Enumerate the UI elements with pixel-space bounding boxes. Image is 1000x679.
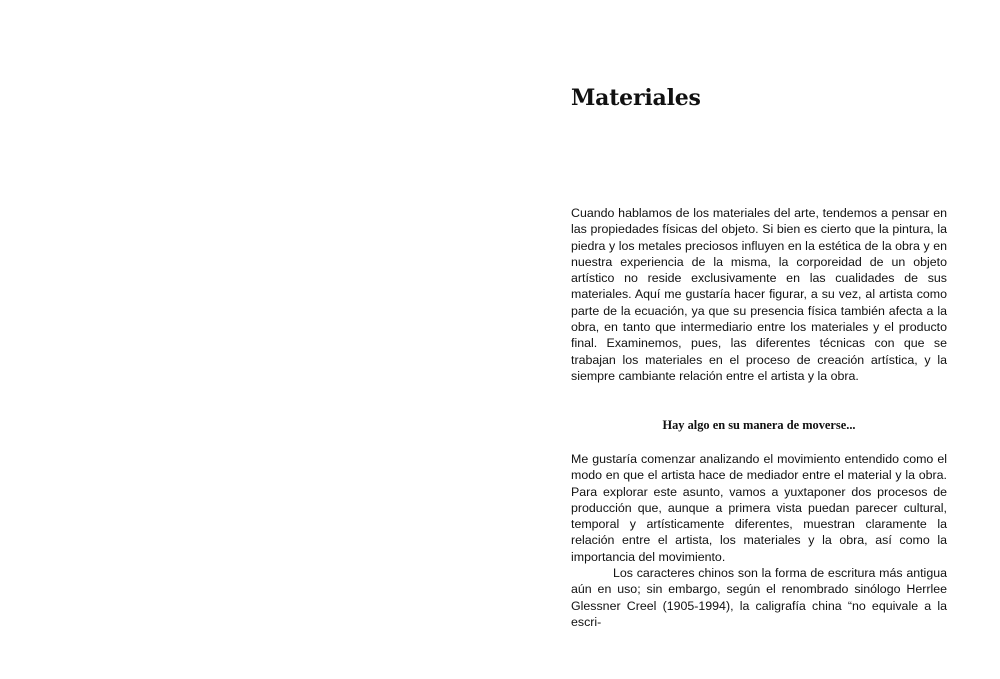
section-heading: Hay algo en su manera de moverse...	[662, 418, 856, 432]
chapter-title: Materiales	[571, 85, 701, 111]
body-paragraph-1: Me gustaría comenzar analizando el movimiento entendido como el modo en que el artista hace de mediador entre el material y la obra. Para explorar este asunto, vamos a yuxtaponer dos procesos de producción que, aunque a primera vista puedan parecer cultural, temporal y artísticamente diferentes, muestran claramente la relación entre el artista, los materiales y la obra, así como la importancia del movimiento.	[571, 452, 947, 564]
section-body	[571, 451, 947, 630]
intro-paragraph: Cuando hablamos de los materiales del arte, tendemos a pensar en las propiedades físicas del objeto. Si bien es cierto que la pintura, la piedra y los metales preciosos influyen en la estética de la obra y en nuestra experiencia de la misma, la corporeidad de un objeto artístico no reside exclusivamente en las cualidades de sus materiales. Aquí me gustaría hacer figurar, a su vez, al artista como parte de la ecuación, ya que su presencia física también afecta a la obra, en tanto que intermediario entre los materiales y el producto final. Examinemos, pues, las diferentes técnicas con que se trabajan los materiales en el proceso de creación artística, y la siempre cambiante relación entre el artista y la obra.	[571, 206, 947, 383]
intro-section	[571, 205, 947, 384]
body-paragraph-2: Los caracteres chinos son la forma de escritura más antigua aún en uso; sin embargo, según el renombrado sinólogo Herrlee Glessner Creel (1905-1994), la caligrafía china “no equivale a la escri-	[571, 566, 947, 629]
right-page	[500, 0, 1000, 679]
